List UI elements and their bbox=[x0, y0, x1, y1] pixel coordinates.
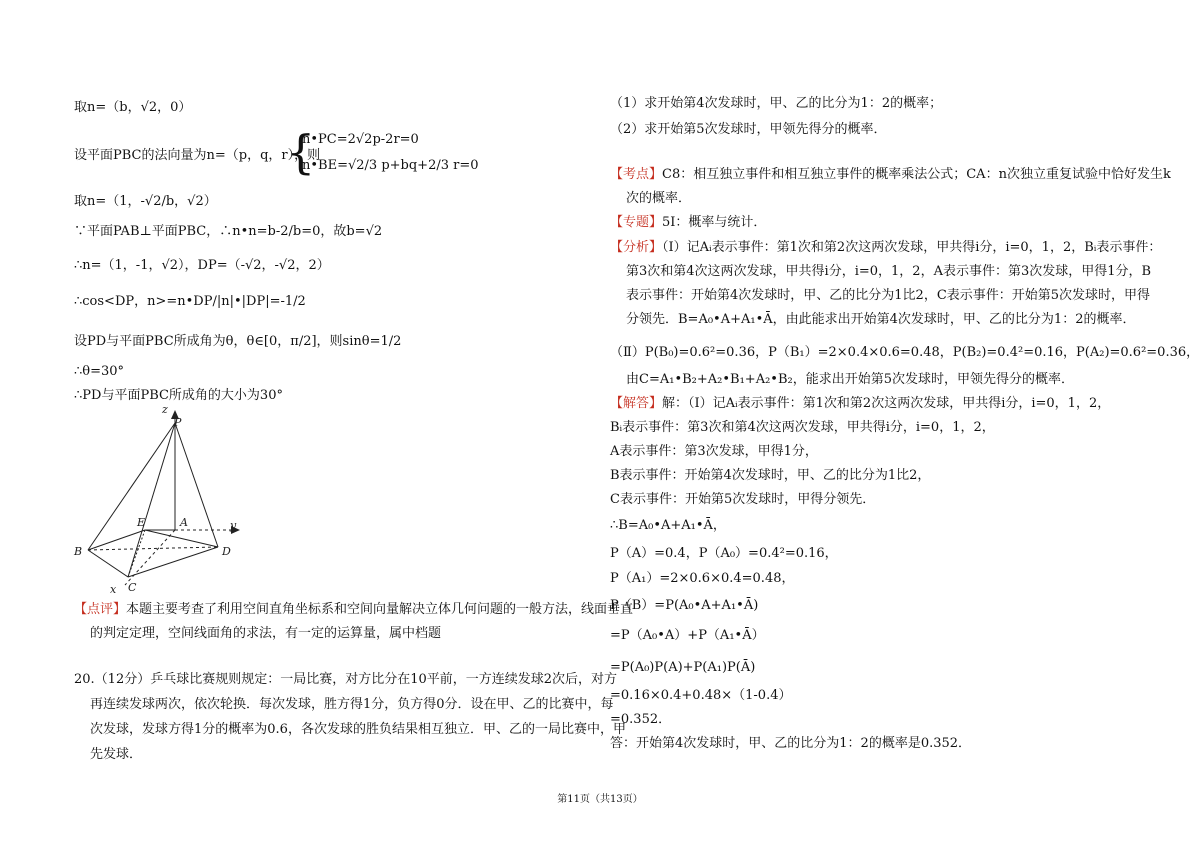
edge-ED bbox=[145, 530, 218, 547]
comment-line-1 bbox=[74, 602, 633, 618]
zhuanti-line bbox=[610, 215, 766, 231]
label-y: y bbox=[230, 519, 237, 532]
comment-line-2: 的判定定理，空间线面角的求法，有一定的运算量，属中档题 bbox=[90, 626, 442, 641]
jieda-line-4: B表示事件：开始第4次发球时，甲、乙的比分为1比2， bbox=[610, 468, 931, 483]
label-x: x bbox=[110, 583, 117, 595]
system-eq-2: n•BE=√2/3 p+bq+2/3 r=0 bbox=[302, 158, 479, 173]
jieda-line-7: P（A）=0.4，P（A₀）=0.4²=0.16， bbox=[610, 546, 838, 561]
pyramid-figure bbox=[70, 405, 270, 595]
fenxi-line-3: 表示事件：开始第4次发球时，甲、乙的比分为1比2，C表示事件：开始第5次发球时，甲得 bbox=[626, 288, 1151, 303]
jieda-line-10: =P（A₀•A）+P（A₁•Ā） bbox=[610, 628, 765, 643]
left-line-8: ∴θ=30° bbox=[74, 364, 125, 379]
jieda-line-9: P（B）=P(A₀•A+A₁•Ā) bbox=[610, 598, 759, 613]
label-z: z bbox=[162, 405, 168, 416]
label-D: D bbox=[222, 545, 231, 558]
right-line-2: （2）求开始第5次发球时，甲领先得分的概率． bbox=[610, 122, 887, 137]
kaodian-tag: 【考点】 bbox=[610, 167, 663, 182]
edge-CD bbox=[128, 547, 218, 577]
jieda-line-11: =P(A₀)P(A)+P(A₁)P(Ā) bbox=[610, 660, 756, 675]
label-A: A bbox=[180, 516, 188, 529]
kaodian-line-1 bbox=[610, 167, 1171, 183]
jieda-line-5: C表示事件：开始第5次发球时，甲得分领先． bbox=[610, 492, 876, 507]
zhuanti-text: 5I：概率与统计． bbox=[662, 215, 767, 230]
q20-line-4: 先发球． bbox=[90, 747, 143, 762]
left-line-6: ∴cos<DP，n>=n•DP/|n|•|DP|=-1/2 bbox=[74, 294, 306, 309]
brace: { bbox=[286, 125, 316, 179]
left-line-3: 取n=（1，-√2/b，√2） bbox=[74, 194, 217, 209]
label-P: P bbox=[174, 416, 182, 429]
label-C: C bbox=[128, 581, 137, 594]
fenxi-tag: 【分析】 bbox=[610, 240, 663, 255]
fenxi-line-4: 分领先．B=A₀•A+A₁•Ā，由此能求出开始第4次发球时，甲、乙的比分为1：2的概率． bbox=[626, 312, 1136, 327]
jieda-line-12: =0.16×0.4+0.48×（1-0.4） bbox=[610, 688, 792, 703]
left-line-4: ∵平面PAB⊥平面PBC，∴n•n=b-2/b=0，故b=√2 bbox=[74, 224, 383, 239]
jieda-line-6: ∴B=A₀•A+A₁•Ā， bbox=[610, 518, 726, 533]
edge-PC bbox=[128, 423, 175, 577]
jieda-line-2: Bᵢ表示事件：第3次和第4次这两次发球，甲共得i分，i=0，1，2， bbox=[610, 420, 995, 435]
edge-BD bbox=[88, 547, 218, 550]
label-B: B bbox=[74, 545, 83, 558]
fenxi-line-1 bbox=[610, 240, 1161, 256]
q20-line-1: 20.（12分）乒乓球比赛规则规定：一局比赛，对方比分在10平前，一方连续发球2次后，对方 bbox=[74, 672, 618, 687]
label-E: E bbox=[137, 516, 146, 529]
jieda-line-8: P（A₁）=2×0.6×0.4=0.48， bbox=[610, 571, 795, 586]
jieda-tag: 【解答】 bbox=[610, 396, 663, 411]
left-line-7: 设PD与平面PBC所成角为θ，θ∈[0，π/2]，则sinθ=1/2 bbox=[74, 334, 402, 349]
left-line-2: 设平面PBC的法向量为n=（p，q，r），则 bbox=[74, 148, 321, 163]
jieda-text-1: 解：（Ⅰ）记Aᵢ表示事件：第1次和第2次这两次发球，甲共得i分，i=0，1，2， bbox=[662, 396, 1111, 411]
edge-BE bbox=[88, 530, 145, 550]
zhuanti-tag: 【专题】 bbox=[610, 215, 663, 230]
edge-PB bbox=[88, 423, 175, 550]
fenxi-text-1: （Ⅰ）记Aᵢ表示事件：第1次和第2次这两次发球，甲共得i分，i=0，1，2，Bᵢ表示事件： bbox=[662, 240, 1162, 255]
x-axis bbox=[125, 530, 175, 585]
comment-text-1: 本题主要考查了利用空间直角坐标系和空间向量解决立体几何问题的一般方法，线面垂直 bbox=[126, 602, 634, 617]
left-line-5: ∴n=（1，-1，√2），DP=（-√2，-√2，2） bbox=[74, 258, 330, 273]
right-line-1: （1）求开始第4次发球时，甲、乙的比分为1：2的概率； bbox=[610, 96, 943, 111]
comment-tag: 【点评】 bbox=[74, 602, 127, 617]
fenxi-line-5: （Ⅱ）P(B₀)=0.6²=0.36，P（B₁）=2×0.4×0.6=0.48，P(B₂)=0.4²=0.16，P(A₂)=0.6²=0.36， bbox=[610, 345, 1200, 360]
edge-BC bbox=[88, 550, 128, 577]
left-line-9: ∴PD与平面PBC所成角的大小为30° bbox=[74, 388, 283, 403]
q20-line-2: 再连续发球两次，依次轮换．每次发球，胜方得1分，负方得0分．设在甲、乙的比赛中，每 bbox=[90, 697, 614, 712]
jieda-line-3: A表示事件：第3次发球，甲得1分， bbox=[610, 444, 818, 459]
fenxi-line-6: 由C=A₁•B₂+A₂•B₁+A₂•B₂，能求出开始第5次发球时，甲领先得分的概率． bbox=[626, 372, 1074, 387]
q20-line-3: 次发球，发球方得1分的概率为0.6，各次发球的胜负结果相互独立．甲、乙的一局比赛中，甲 bbox=[90, 722, 626, 737]
fenxi-line-2: 第3次和第4次这两次发球，甲共得i分，i=0，1，2，A表示事件：第3次发球，甲得1分，B bbox=[626, 264, 1152, 279]
kaodian-line-2: 次的概率． bbox=[626, 191, 692, 206]
system-eq-1: n•PC=2√2p-2r=0 bbox=[302, 132, 419, 147]
left-line-1: 取n=（b，√2，0） bbox=[74, 100, 192, 115]
jieda-line-13: =0.352． bbox=[610, 712, 672, 727]
jieda-line-14: 答：开始第4次发球时，甲、乙的比分为1：2的概率是0.352． bbox=[610, 736, 972, 751]
kaodian-text-1: C8：相互独立事件和相互独立事件的概率乘法公式；CA：n次独立重复试验中恰好发生k bbox=[662, 167, 1171, 182]
page-footer: 第11页（共13页） bbox=[557, 794, 643, 805]
jieda-line-1 bbox=[610, 396, 1110, 412]
